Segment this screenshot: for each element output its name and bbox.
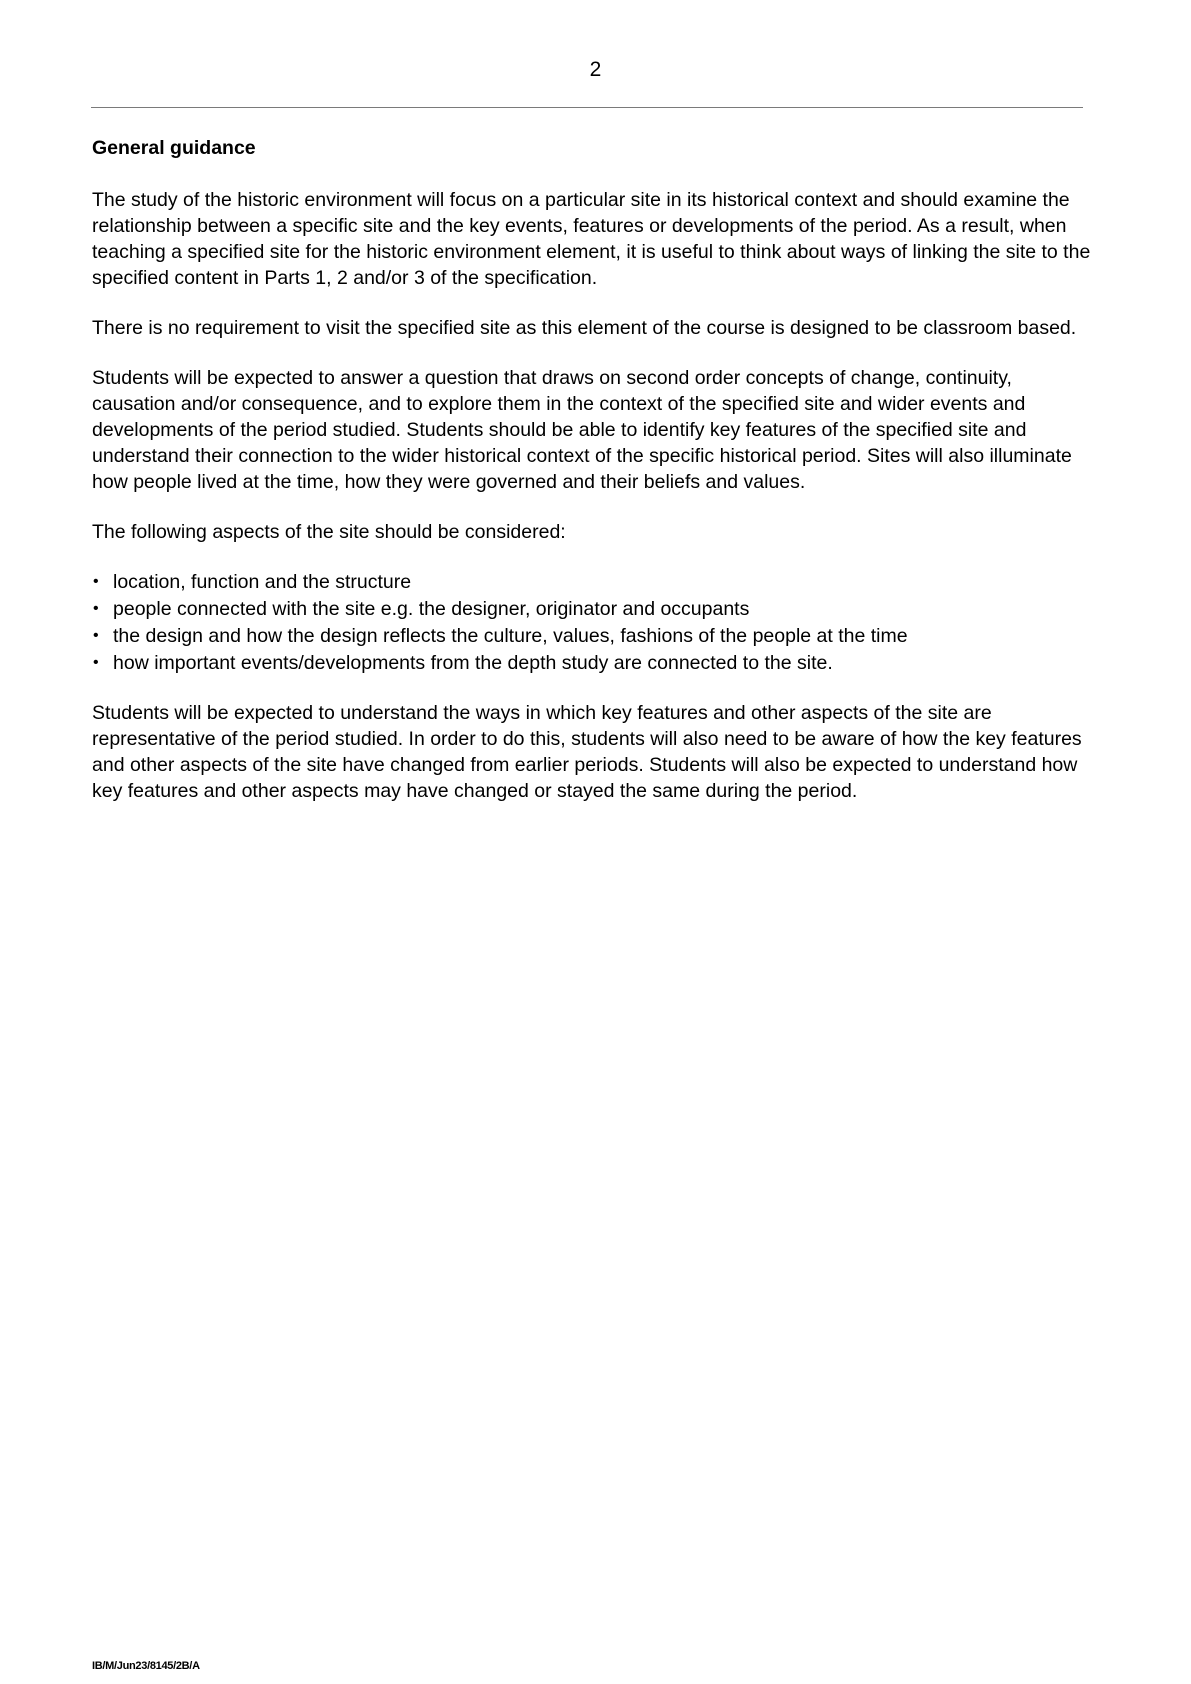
guidance-section [92, 135, 1092, 828]
section-heading: General guidance [92, 137, 256, 159]
page-number: 2 [589, 58, 602, 81]
aspects-lead-paragraph: The following aspects of the site should be considered: [92, 521, 566, 543]
concepts-paragraph: Students will be expected to answer a question that draws on second order concepts of change, continuity, causation and/or consequence, and to explore them in the context of the specified site and wider events and developments of the period studied. Students should be able to identify key features of the specified site and understand their connection to the wider historical context of the specific historical period. Sites will also illuminate how people lived at the time, how they were governed and their beliefs and values. [92, 367, 1072, 493]
list-item-text: people connected with the site e.g. the designer, originator and occupants [113, 598, 750, 620]
list-item [92, 623, 1092, 649]
intro-paragraph: The study of the historic environment will focus on a particular site in its historical context and should examine the relationship between a specific site and the key events, features or developments of the period. As a result, when teaching a specified site for the historic environment element, it is useful to think about ways of linking the site to the specified content in Parts 1, 2 and/or 3 of the specification. [92, 189, 1091, 289]
aspects-list [92, 569, 1092, 676]
bullet-icon: • [93, 654, 99, 671]
header-divider [91, 107, 1083, 108]
list-item-text: how important events/developments from the depth study are connected to the site. [113, 652, 833, 674]
footer-reference: IB/M/Jun23/8145/2B/A [92, 1660, 200, 1672]
list-item [92, 650, 1092, 676]
list-item-text: the design and how the design reflects the culture, values, fashions of the people at the time [113, 625, 908, 647]
bullet-icon: • [93, 627, 99, 644]
list-item [92, 596, 1092, 622]
list-item [92, 569, 1092, 595]
closing-paragraph: Students will be expected to understand the ways in which key features and other aspects of the site are representative of the period studied. In order to do this, students will also need to be aware of how the key features and other aspects of the site have changed from earlier periods. Students will also be expected to understand how key features and other aspects may have changed or stayed the same during the period. [92, 702, 1082, 802]
bullet-icon: • [93, 573, 99, 590]
bullet-icon: • [93, 600, 99, 617]
site-visit-paragraph: There is no requirement to visit the specified site as this element of the course is designed to be classroom based. [92, 317, 1077, 339]
list-item-text: location, function and the structure [113, 571, 412, 593]
